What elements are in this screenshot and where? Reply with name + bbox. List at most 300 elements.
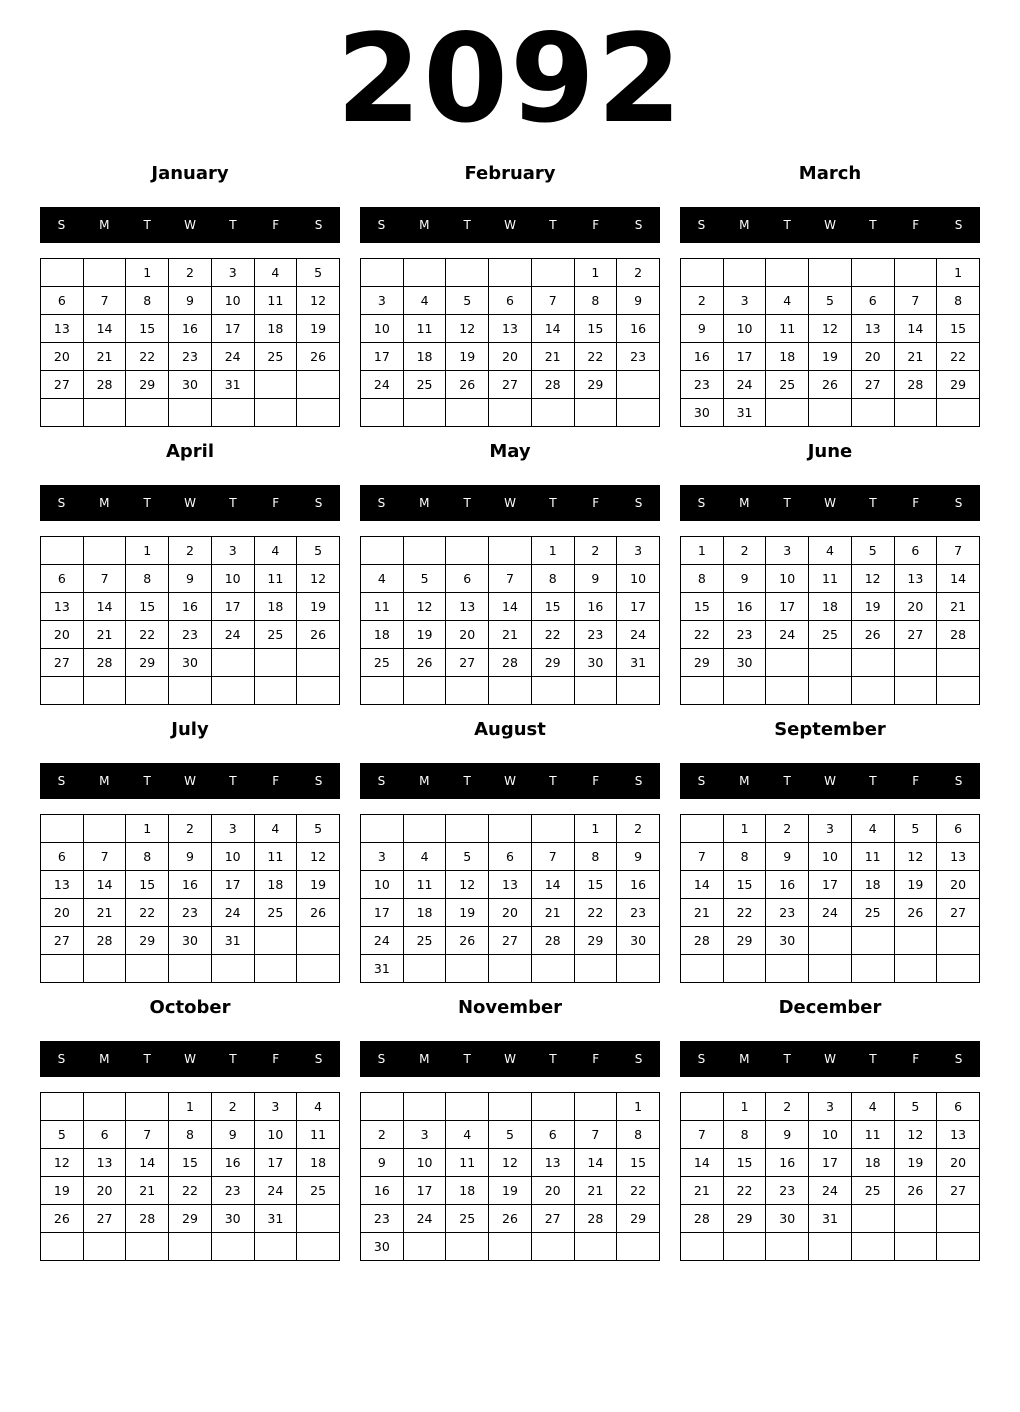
- day-cell: [403, 399, 446, 427]
- weekday-label: S: [314, 774, 323, 788]
- weekday-label: M: [99, 774, 110, 788]
- day-cell: [894, 955, 937, 983]
- day-cell: 11: [254, 565, 297, 593]
- day-cell: 20: [41, 343, 84, 371]
- weekday-label: M: [739, 774, 750, 788]
- day-cell: [531, 1233, 574, 1261]
- week-row: [681, 399, 980, 427]
- day-cell: 4: [809, 537, 852, 565]
- day-cell: 26: [297, 899, 340, 927]
- day-cell: 7: [83, 843, 126, 871]
- day-cell: [254, 927, 297, 955]
- weekday-label: T: [549, 218, 557, 232]
- day-cell: 11: [851, 843, 894, 871]
- day-cell: 7: [894, 287, 937, 315]
- weekday-label: S: [377, 1052, 386, 1066]
- day-cell: 28: [894, 371, 937, 399]
- weekday-label: M: [419, 218, 430, 232]
- day-cell: 20: [851, 343, 894, 371]
- day-cell: 28: [531, 927, 574, 955]
- weekday-label: W: [504, 218, 516, 232]
- weekday-label: S: [954, 218, 963, 232]
- day-cell: 13: [41, 593, 84, 621]
- day-cell: 13: [41, 871, 84, 899]
- day-cell: 23: [681, 371, 724, 399]
- weekday-label: F: [592, 774, 600, 788]
- day-cell: [169, 677, 212, 705]
- day-cell: 30: [766, 1205, 809, 1233]
- day-cell: 15: [723, 1149, 766, 1177]
- week-row: [681, 843, 980, 871]
- day-cell: 6: [41, 843, 84, 871]
- day-cell: [809, 955, 852, 983]
- day-cell: [361, 259, 404, 287]
- day-cell: 5: [297, 537, 340, 565]
- day-cell: [851, 649, 894, 677]
- day-grid: [360, 1092, 660, 1261]
- day-cell: 1: [574, 815, 617, 843]
- day-cell: [83, 399, 126, 427]
- week-row: [361, 399, 660, 427]
- day-grid: [360, 814, 660, 983]
- weekday-header: [360, 763, 660, 799]
- day-cell: 20: [41, 621, 84, 649]
- weekday-label: F: [912, 774, 920, 788]
- weekday-label: T: [549, 496, 557, 510]
- day-cell: [574, 955, 617, 983]
- month-name: May: [489, 441, 531, 462]
- day-cell: 24: [809, 899, 852, 927]
- day-cell: 18: [766, 343, 809, 371]
- day-cell: 27: [489, 371, 532, 399]
- day-cell: [937, 399, 980, 427]
- day-cell: [489, 259, 532, 287]
- day-cell: [169, 1233, 212, 1261]
- weekday-label: W: [824, 496, 836, 510]
- day-cell: [83, 537, 126, 565]
- week-row: [41, 927, 340, 955]
- day-cell: 17: [361, 343, 404, 371]
- weekday-label: F: [272, 496, 280, 510]
- day-cell: [446, 955, 489, 983]
- weekday-header: [40, 763, 340, 799]
- day-cell: 30: [681, 399, 724, 427]
- week-row: [361, 1205, 660, 1233]
- week-row: [41, 343, 340, 371]
- day-cell: 18: [403, 343, 446, 371]
- day-cell: 9: [617, 287, 660, 315]
- day-cell: 12: [446, 315, 489, 343]
- day-cell: [297, 399, 340, 427]
- day-cell: [766, 955, 809, 983]
- day-cell: 31: [361, 955, 404, 983]
- weekday-label: T: [869, 1052, 877, 1066]
- weekday-label: F: [592, 218, 600, 232]
- week-row: [681, 927, 980, 955]
- week-row: [361, 649, 660, 677]
- day-cell: 25: [403, 371, 446, 399]
- day-cell: 6: [83, 1121, 126, 1149]
- day-cell: 10: [211, 843, 254, 871]
- day-cell: [297, 677, 340, 705]
- day-cell: [809, 677, 852, 705]
- weekday-label: M: [99, 218, 110, 232]
- day-cell: 2: [617, 259, 660, 287]
- day-cell: 22: [126, 899, 169, 927]
- day-cell: 12: [297, 843, 340, 871]
- day-cell: 30: [361, 1233, 404, 1261]
- weekday-label: T: [229, 774, 237, 788]
- day-cell: [894, 677, 937, 705]
- day-cell: [254, 677, 297, 705]
- day-cell: 18: [403, 899, 446, 927]
- day-cell: 23: [169, 343, 212, 371]
- day-cell: 18: [809, 593, 852, 621]
- day-cell: [681, 259, 724, 287]
- day-cell: 15: [126, 871, 169, 899]
- day-cell: [681, 955, 724, 983]
- day-cell: [617, 955, 660, 983]
- week-row: [41, 955, 340, 983]
- day-cell: 18: [254, 315, 297, 343]
- day-cell: 11: [403, 871, 446, 899]
- day-cell: 27: [446, 649, 489, 677]
- day-cell: 2: [681, 287, 724, 315]
- week-row: [681, 1177, 980, 1205]
- day-cell: 19: [297, 871, 340, 899]
- weekday-header: [680, 763, 980, 799]
- day-cell: 10: [211, 565, 254, 593]
- day-cell: 15: [126, 315, 169, 343]
- day-cell: 28: [574, 1205, 617, 1233]
- day-cell: [83, 259, 126, 287]
- week-row: [361, 315, 660, 343]
- day-cell: 27: [531, 1205, 574, 1233]
- day-cell: 10: [361, 315, 404, 343]
- weekday-label: M: [739, 218, 750, 232]
- week-row: [41, 1177, 340, 1205]
- month-name: July: [171, 719, 209, 740]
- day-cell: 3: [361, 287, 404, 315]
- day-cell: 9: [361, 1149, 404, 1177]
- day-cell: 22: [169, 1177, 212, 1205]
- day-cell: [723, 1233, 766, 1261]
- day-cell: 28: [83, 649, 126, 677]
- day-cell: 14: [574, 1149, 617, 1177]
- day-cell: 22: [617, 1177, 660, 1205]
- day-cell: 16: [574, 593, 617, 621]
- day-cell: 29: [723, 1205, 766, 1233]
- day-cell: [361, 677, 404, 705]
- month-name: September: [774, 719, 886, 740]
- day-cell: 18: [851, 1149, 894, 1177]
- weekday-label: T: [783, 496, 791, 510]
- day-cell: [809, 927, 852, 955]
- year-title: 2092: [336, 8, 684, 150]
- day-cell: 27: [489, 927, 532, 955]
- day-cell: 26: [851, 621, 894, 649]
- day-cell: 2: [169, 259, 212, 287]
- day-cell: 15: [169, 1149, 212, 1177]
- weekday-label: W: [504, 774, 516, 788]
- day-cell: 7: [83, 287, 126, 315]
- day-cell: 25: [809, 621, 852, 649]
- week-row: [681, 565, 980, 593]
- day-cell: [851, 927, 894, 955]
- day-cell: [361, 537, 404, 565]
- day-cell: 18: [446, 1177, 489, 1205]
- weekday-label: F: [912, 496, 920, 510]
- day-cell: 20: [937, 871, 980, 899]
- day-cell: [937, 927, 980, 955]
- day-cell: 27: [41, 371, 84, 399]
- day-cell: [126, 399, 169, 427]
- day-cell: 11: [809, 565, 852, 593]
- weekday-label: S: [697, 1052, 706, 1066]
- weekday-label: S: [697, 496, 706, 510]
- day-cell: [489, 537, 532, 565]
- day-cell: [41, 259, 84, 287]
- day-cell: [41, 815, 84, 843]
- weekday-header: [680, 485, 980, 521]
- day-cell: 3: [809, 1093, 852, 1121]
- weekday-label: T: [229, 1052, 237, 1066]
- day-cell: 19: [446, 899, 489, 927]
- day-cell: 25: [254, 343, 297, 371]
- week-row: [361, 287, 660, 315]
- day-cell: 23: [169, 621, 212, 649]
- day-cell: 18: [254, 593, 297, 621]
- day-cell: 9: [211, 1121, 254, 1149]
- day-cell: [297, 1233, 340, 1261]
- day-cell: 10: [766, 565, 809, 593]
- day-grid: [40, 1092, 340, 1261]
- day-cell: 17: [254, 1149, 297, 1177]
- day-cell: 20: [531, 1177, 574, 1205]
- week-row: [361, 899, 660, 927]
- day-cell: 28: [83, 371, 126, 399]
- day-cell: 1: [681, 537, 724, 565]
- weekday-label: F: [912, 218, 920, 232]
- day-grid: [680, 536, 980, 705]
- week-row: [361, 593, 660, 621]
- day-cell: 25: [361, 649, 404, 677]
- day-cell: [83, 677, 126, 705]
- week-row: [681, 649, 980, 677]
- day-cell: 24: [211, 343, 254, 371]
- day-cell: 26: [403, 649, 446, 677]
- day-cell: [41, 677, 84, 705]
- day-cell: 31: [809, 1205, 852, 1233]
- day-cell: 18: [254, 871, 297, 899]
- day-cell: 22: [574, 343, 617, 371]
- weekday-header: [680, 1041, 980, 1077]
- day-cell: 17: [809, 1149, 852, 1177]
- day-cell: 25: [851, 1177, 894, 1205]
- day-cell: 24: [361, 927, 404, 955]
- day-cell: 29: [574, 927, 617, 955]
- day-cell: [723, 677, 766, 705]
- weekday-label: F: [592, 1052, 600, 1066]
- day-cell: 22: [723, 899, 766, 927]
- day-cell: 27: [894, 621, 937, 649]
- day-cell: 14: [489, 593, 532, 621]
- day-cell: 9: [169, 843, 212, 871]
- week-row: [361, 1177, 660, 1205]
- day-cell: 11: [297, 1121, 340, 1149]
- day-cell: [297, 927, 340, 955]
- weekday-header: [360, 207, 660, 243]
- day-cell: [574, 1093, 617, 1121]
- weekday-label: T: [549, 774, 557, 788]
- day-cell: [403, 815, 446, 843]
- day-cell: 21: [83, 899, 126, 927]
- day-cell: 7: [681, 843, 724, 871]
- week-row: [41, 621, 340, 649]
- day-cell: [41, 1233, 84, 1261]
- day-cell: 12: [297, 287, 340, 315]
- day-cell: 14: [126, 1149, 169, 1177]
- day-cell: [297, 955, 340, 983]
- weekday-header: [40, 1041, 340, 1077]
- day-cell: 21: [83, 621, 126, 649]
- day-grid: [680, 1092, 980, 1261]
- day-cell: [126, 677, 169, 705]
- day-cell: 7: [126, 1121, 169, 1149]
- weekday-label: S: [314, 218, 323, 232]
- day-cell: 27: [937, 1177, 980, 1205]
- day-cell: 2: [574, 537, 617, 565]
- day-cell: [851, 677, 894, 705]
- day-cell: 24: [211, 621, 254, 649]
- week-row: [681, 287, 980, 315]
- weekday-label: W: [504, 496, 516, 510]
- day-cell: 28: [681, 1205, 724, 1233]
- week-row: [41, 371, 340, 399]
- day-cell: 23: [723, 621, 766, 649]
- week-row: [361, 871, 660, 899]
- day-cell: [403, 1233, 446, 1261]
- day-cell: [489, 1093, 532, 1121]
- day-cell: 23: [766, 1177, 809, 1205]
- day-cell: [126, 1093, 169, 1121]
- weekday-label: W: [184, 1052, 196, 1066]
- day-cell: 16: [681, 343, 724, 371]
- day-cell: 6: [851, 287, 894, 315]
- day-cell: 2: [211, 1093, 254, 1121]
- weekday-label: W: [184, 774, 196, 788]
- day-cell: 11: [851, 1121, 894, 1149]
- day-cell: [617, 677, 660, 705]
- day-cell: 6: [937, 1093, 980, 1121]
- day-cell: 4: [851, 815, 894, 843]
- day-cell: 2: [723, 537, 766, 565]
- day-cell: 24: [723, 371, 766, 399]
- day-cell: [851, 259, 894, 287]
- weekday-label: M: [419, 1052, 430, 1066]
- day-cell: 23: [211, 1177, 254, 1205]
- day-cell: 1: [937, 259, 980, 287]
- day-cell: [617, 1233, 660, 1261]
- day-cell: 30: [617, 927, 660, 955]
- day-cell: [211, 955, 254, 983]
- day-cell: 6: [489, 287, 532, 315]
- day-cell: 27: [851, 371, 894, 399]
- day-cell: 21: [83, 343, 126, 371]
- day-grid: [40, 814, 340, 983]
- day-cell: [894, 1233, 937, 1261]
- day-cell: 21: [937, 593, 980, 621]
- weekday-label: S: [57, 496, 66, 510]
- day-cell: 28: [937, 621, 980, 649]
- weekday-label: M: [419, 774, 430, 788]
- day-cell: [489, 677, 532, 705]
- day-cell: 6: [937, 815, 980, 843]
- day-cell: 28: [681, 927, 724, 955]
- day-cell: [851, 1233, 894, 1261]
- day-grid: [40, 536, 340, 705]
- day-cell: 28: [83, 927, 126, 955]
- day-cell: [83, 955, 126, 983]
- day-cell: [403, 677, 446, 705]
- weekday-label: S: [377, 496, 386, 510]
- week-row: [681, 815, 980, 843]
- day-cell: 25: [766, 371, 809, 399]
- weekday-label: T: [869, 774, 877, 788]
- day-cell: [574, 1233, 617, 1261]
- day-cell: 17: [809, 871, 852, 899]
- day-cell: 31: [723, 399, 766, 427]
- day-cell: 12: [894, 843, 937, 871]
- day-cell: 9: [766, 843, 809, 871]
- day-cell: 11: [446, 1149, 489, 1177]
- day-cell: 6: [894, 537, 937, 565]
- day-cell: [446, 677, 489, 705]
- day-cell: 19: [489, 1177, 532, 1205]
- day-cell: [937, 955, 980, 983]
- day-cell: 5: [489, 1121, 532, 1149]
- day-cell: 3: [809, 815, 852, 843]
- month-name: August: [474, 719, 546, 740]
- day-cell: [446, 1233, 489, 1261]
- day-cell: [403, 955, 446, 983]
- day-cell: [894, 1205, 937, 1233]
- week-row: [41, 871, 340, 899]
- day-cell: 31: [617, 649, 660, 677]
- day-cell: 2: [766, 815, 809, 843]
- day-cell: [169, 955, 212, 983]
- day-cell: [254, 649, 297, 677]
- day-cell: [297, 371, 340, 399]
- day-cell: 8: [574, 843, 617, 871]
- day-cell: 19: [851, 593, 894, 621]
- day-grid: [680, 258, 980, 427]
- day-cell: 22: [126, 621, 169, 649]
- day-cell: 24: [617, 621, 660, 649]
- day-cell: 5: [894, 815, 937, 843]
- day-cell: 1: [723, 815, 766, 843]
- day-cell: 28: [531, 371, 574, 399]
- day-cell: [254, 371, 297, 399]
- day-cell: 5: [851, 537, 894, 565]
- day-cell: 3: [403, 1121, 446, 1149]
- day-cell: 5: [446, 287, 489, 315]
- day-cell: 5: [809, 287, 852, 315]
- day-cell: 26: [894, 899, 937, 927]
- month-name: March: [798, 163, 862, 184]
- day-cell: 22: [574, 899, 617, 927]
- week-row: [361, 259, 660, 287]
